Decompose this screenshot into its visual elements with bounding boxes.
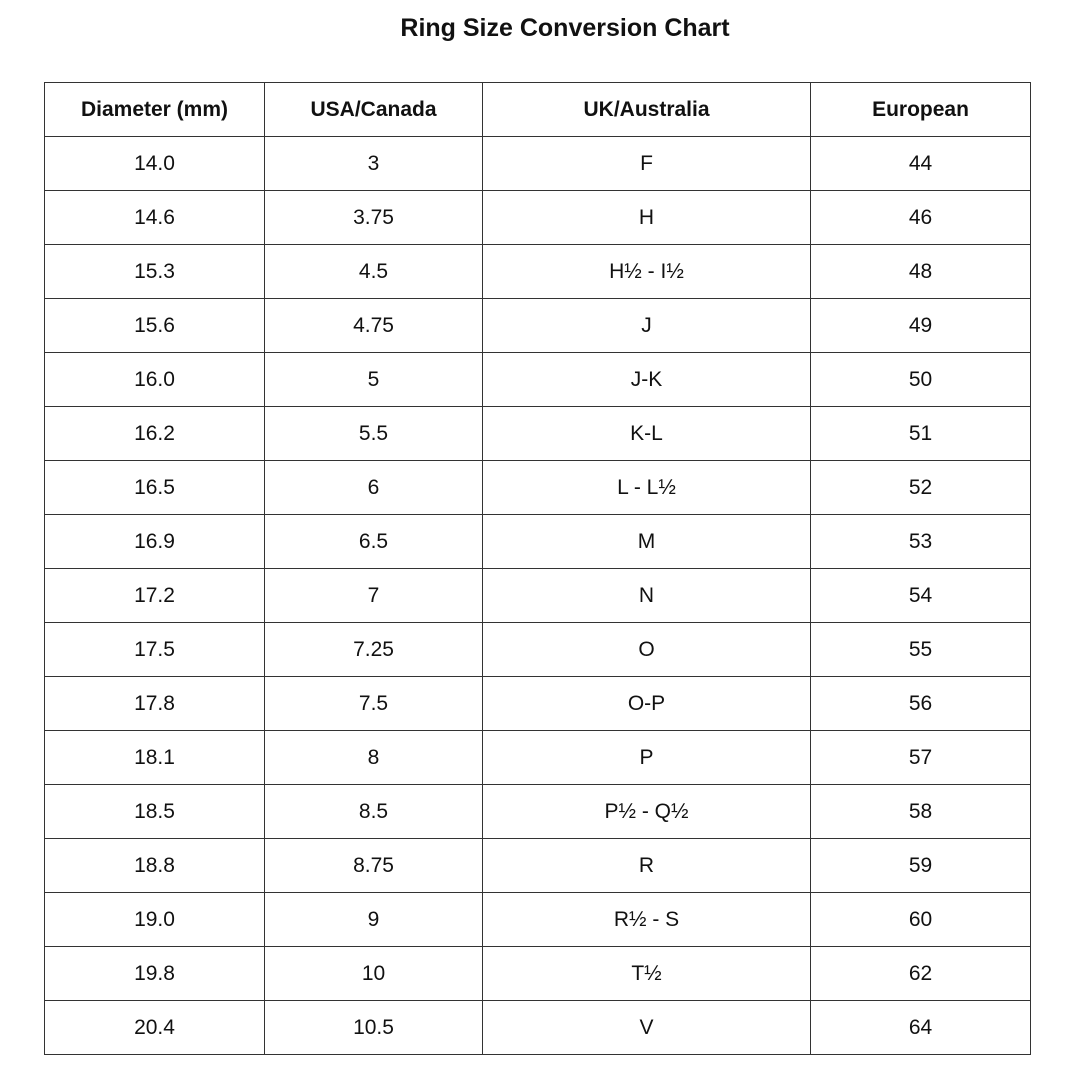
diameter-cell: 18.1 xyxy=(45,731,265,785)
european-cell: 52 xyxy=(811,461,1031,515)
usa-canada-cell: 10.5 xyxy=(265,1001,483,1055)
uk-australia-cell: L - L½ xyxy=(483,461,811,515)
uk-australia-cell: R xyxy=(483,839,811,893)
european-cell: 58 xyxy=(811,785,1031,839)
uk-australia-cell: F xyxy=(483,137,811,191)
diameter-cell: 18.8 xyxy=(45,839,265,893)
table-row xyxy=(45,893,1031,947)
uk-australia-cell: R½ - S xyxy=(483,893,811,947)
diameter-cell: 17.8 xyxy=(45,677,265,731)
table-row xyxy=(45,245,1031,299)
diameter-cell: 19.8 xyxy=(45,947,265,1001)
diameter-cell: 19.0 xyxy=(45,893,265,947)
european-cell: 50 xyxy=(811,353,1031,407)
european-cell: 56 xyxy=(811,677,1031,731)
european-cell: 44 xyxy=(811,137,1031,191)
diameter-cell: 16.9 xyxy=(45,515,265,569)
usa-canada-cell: 3.75 xyxy=(265,191,483,245)
european-cell: 64 xyxy=(811,1001,1031,1055)
usa-canada-cell: 8.75 xyxy=(265,839,483,893)
european-cell: 55 xyxy=(811,623,1031,677)
table-row xyxy=(45,1001,1031,1055)
european-cell: 46 xyxy=(811,191,1031,245)
diameter-cell: 16.0 xyxy=(45,353,265,407)
european-cell: 48 xyxy=(811,245,1031,299)
table-header xyxy=(45,83,1031,137)
table-row xyxy=(45,677,1031,731)
table-row xyxy=(45,191,1031,245)
uk-australia-cell: J xyxy=(483,299,811,353)
diameter-cell: 20.4 xyxy=(45,1001,265,1055)
table-row xyxy=(45,947,1031,1001)
header-uk-australia: UK/Australia xyxy=(483,83,811,137)
diameter-cell: 14.0 xyxy=(45,137,265,191)
usa-canada-cell: 7.5 xyxy=(265,677,483,731)
uk-australia-cell: H½ - I½ xyxy=(483,245,811,299)
uk-australia-cell: N xyxy=(483,569,811,623)
european-cell: 59 xyxy=(811,839,1031,893)
usa-canada-cell: 8 xyxy=(265,731,483,785)
table-body xyxy=(45,137,1031,1055)
usa-canada-cell: 8.5 xyxy=(265,785,483,839)
header-european: European xyxy=(811,83,1031,137)
usa-canada-cell: 4.75 xyxy=(265,299,483,353)
table-row xyxy=(45,137,1031,191)
uk-australia-cell: P½ - Q½ xyxy=(483,785,811,839)
european-cell: 60 xyxy=(811,893,1031,947)
header-usa-canada: USA/Canada xyxy=(265,83,483,137)
usa-canada-cell: 6.5 xyxy=(265,515,483,569)
diameter-cell: 17.2 xyxy=(45,569,265,623)
usa-canada-cell: 4.5 xyxy=(265,245,483,299)
usa-canada-cell: 3 xyxy=(265,137,483,191)
european-cell: 51 xyxy=(811,407,1031,461)
table-row xyxy=(45,839,1031,893)
table-row xyxy=(45,785,1031,839)
uk-australia-cell: T½ xyxy=(483,947,811,1001)
european-cell: 53 xyxy=(811,515,1031,569)
usa-canada-cell: 6 xyxy=(265,461,483,515)
uk-australia-cell: O-P xyxy=(483,677,811,731)
table-row xyxy=(45,299,1031,353)
table-row xyxy=(45,623,1031,677)
table-row xyxy=(45,353,1031,407)
european-cell: 54 xyxy=(811,569,1031,623)
header-diameter: Diameter (mm) xyxy=(45,83,265,137)
chart-title: Ring Size Conversion Chart xyxy=(400,14,730,42)
header-row xyxy=(45,83,1031,137)
table-row xyxy=(45,515,1031,569)
diameter-cell: 15.6 xyxy=(45,299,265,353)
diameter-cell: 17.5 xyxy=(45,623,265,677)
diameter-cell: 16.2 xyxy=(45,407,265,461)
uk-australia-cell: K-L xyxy=(483,407,811,461)
european-cell: 49 xyxy=(811,299,1031,353)
table-row xyxy=(45,461,1031,515)
uk-australia-cell: O xyxy=(483,623,811,677)
usa-canada-cell: 10 xyxy=(265,947,483,1001)
usa-canada-cell: 5.5 xyxy=(265,407,483,461)
diameter-cell: 16.5 xyxy=(45,461,265,515)
usa-canada-cell: 7.25 xyxy=(265,623,483,677)
diameter-cell: 18.5 xyxy=(45,785,265,839)
usa-canada-cell: 7 xyxy=(265,569,483,623)
uk-australia-cell: H xyxy=(483,191,811,245)
usa-canada-cell: 5 xyxy=(265,353,483,407)
uk-australia-cell: M xyxy=(483,515,811,569)
table-row xyxy=(45,407,1031,461)
usa-canada-cell: 9 xyxy=(265,893,483,947)
ring-size-table xyxy=(44,82,1031,1055)
european-cell: 62 xyxy=(811,947,1031,1001)
table-row xyxy=(45,731,1031,785)
table-row xyxy=(45,569,1031,623)
diameter-cell: 15.3 xyxy=(45,245,265,299)
uk-australia-cell: V xyxy=(483,1001,811,1055)
uk-australia-cell: P xyxy=(483,731,811,785)
european-cell: 57 xyxy=(811,731,1031,785)
uk-australia-cell: J-K xyxy=(483,353,811,407)
diameter-cell: 14.6 xyxy=(45,191,265,245)
